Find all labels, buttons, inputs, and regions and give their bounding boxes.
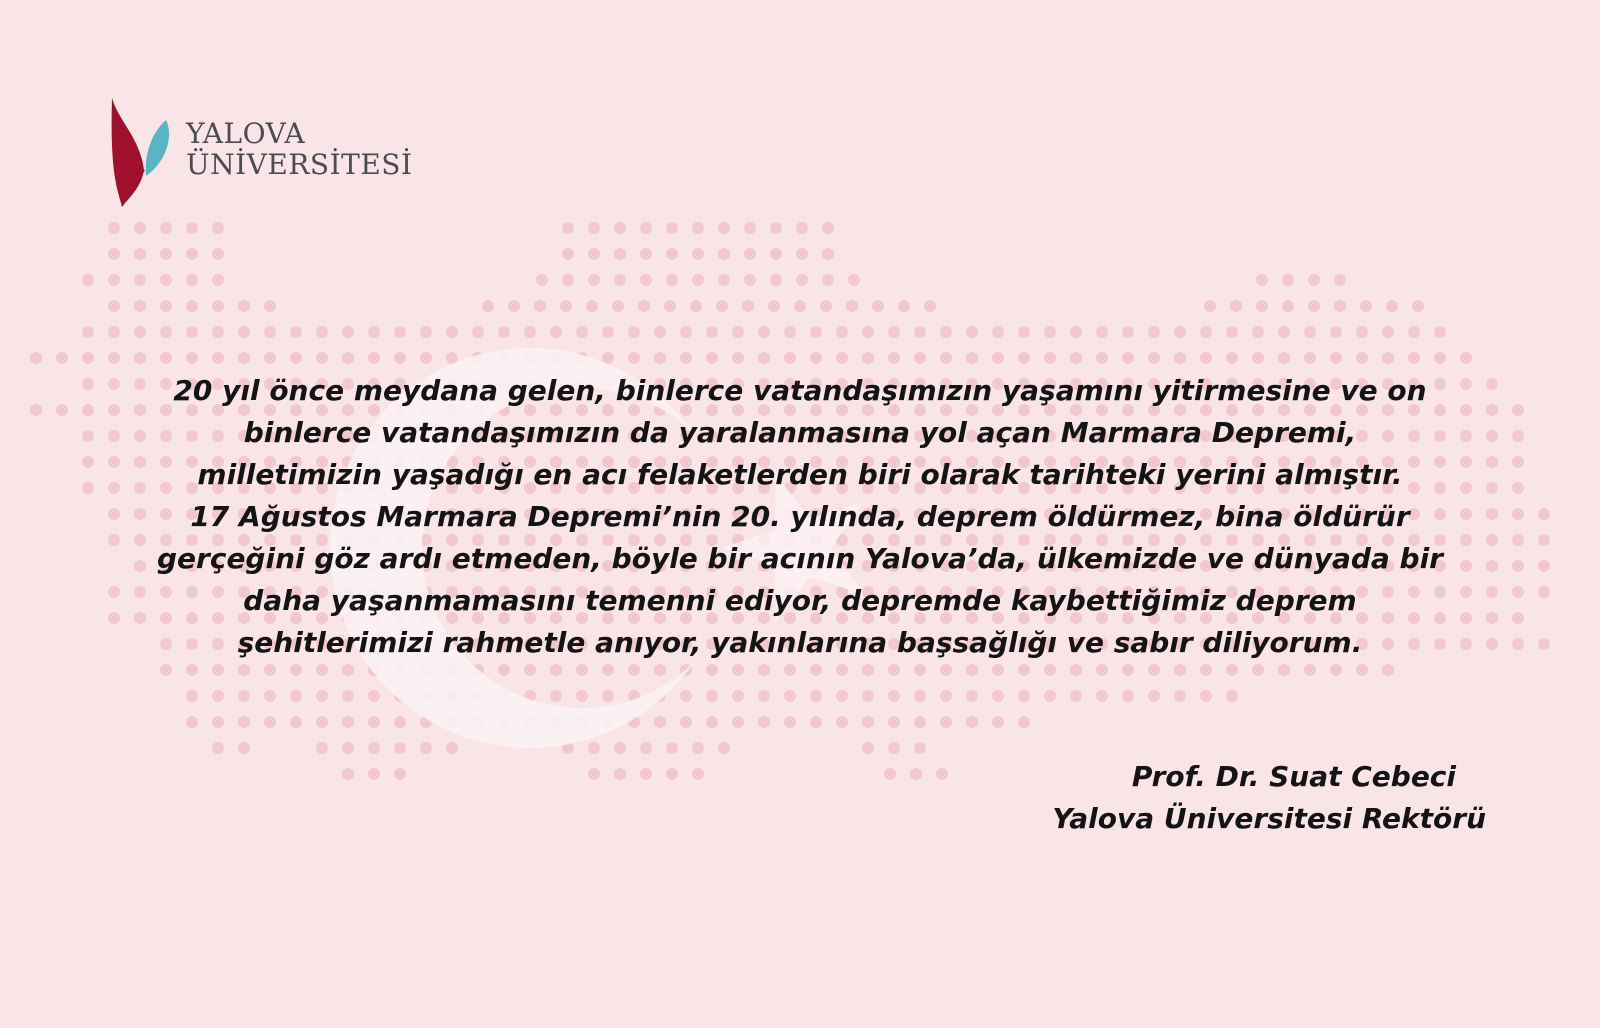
logo-text-line-2: ÜNİVERSİTESİ	[186, 148, 413, 181]
signature-title: Yalova Üniversitesi Rektörü	[1052, 802, 1486, 835]
message-line: gerçeğini göz ardı etmeden, böyle bir acının Yalova’da, ülkemizde ve dünyada bir	[157, 542, 1443, 575]
leaf-logo-icon	[110, 96, 174, 208]
signature-name: Prof. Dr. Suat Cebeci	[1131, 760, 1456, 793]
message-line: 20 yıl önce meydana gelen, binlerce vatandaşımızın yaşamını yitirmesine ve on	[173, 374, 1427, 407]
message-line: milletimizin yaşadığı en acı felaketlerden biri olarak tarihteki yerini almıştır.	[197, 458, 1403, 491]
message-body	[100, 370, 1500, 664]
message-line: şehitlerimizi rahmetle anıyor, yakınlarına başsağlığı ve sabır diliyorum.	[237, 626, 1363, 659]
logo-wordmark	[186, 117, 413, 181]
yalova-university-logo	[110, 96, 413, 212]
signature-block	[966, 756, 1486, 840]
message-line: daha yaşanmamasını temenni ediyor, depremde kaybettiğimiz deprem	[243, 584, 1357, 617]
message-line: binlerce vatandaşımızın da yaralanmasına yol açan Marmara Depremi,	[243, 416, 1357, 449]
logo-text-line-1: YALOVA	[186, 117, 306, 150]
message-line: 17 Ağustos Marmara Depremi’nin 20. yılında, deprem öldürmez, bina öldürür	[190, 500, 1410, 533]
